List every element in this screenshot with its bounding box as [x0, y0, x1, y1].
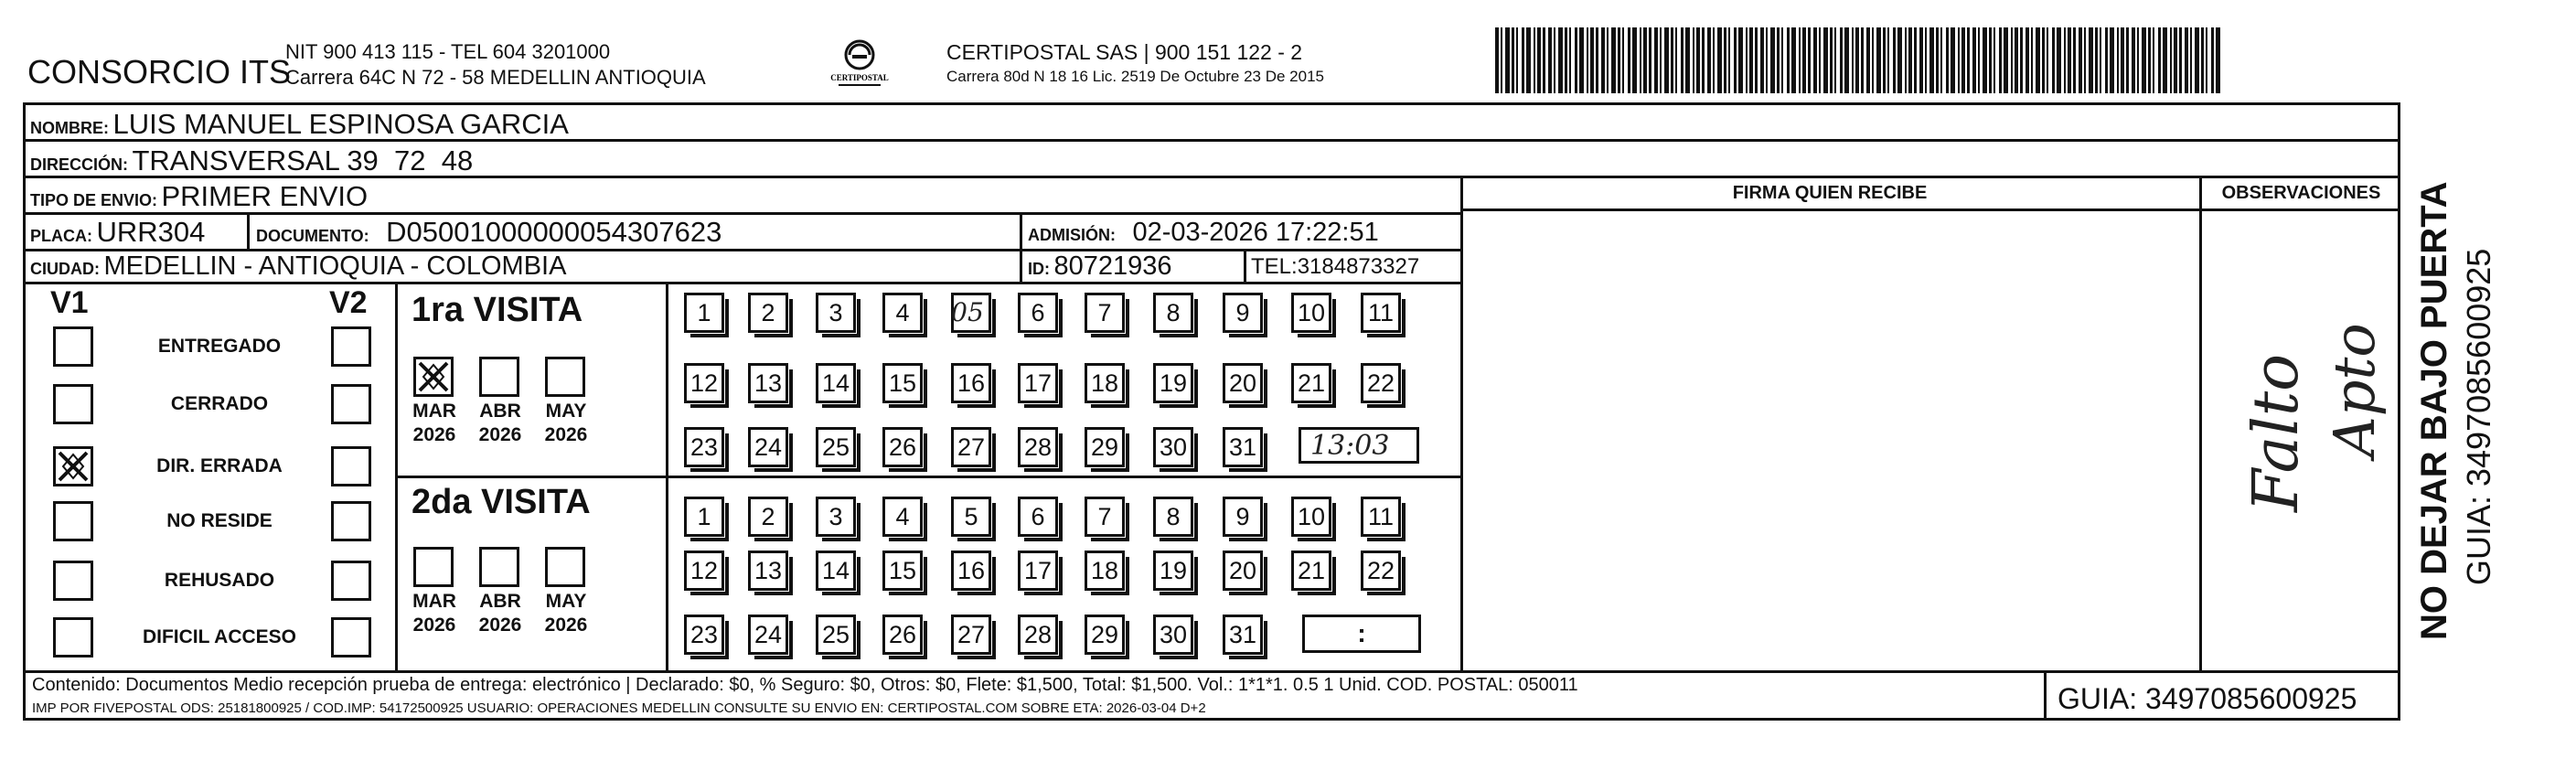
- year-label: 2026: [544, 615, 588, 636]
- v2-checkbox[interactable]: [331, 384, 371, 424]
- status-label: ENTREGADO: [157, 336, 282, 357]
- first-visit-day-21[interactable]: 21: [1291, 363, 1331, 403]
- barcode-bar: [1978, 27, 1980, 93]
- barcode-bar: [1989, 27, 1992, 93]
- status-label: REHUSADO: [164, 570, 275, 591]
- barcode-bar: [1766, 27, 1768, 93]
- first-visit-day-3[interactable]: 3: [816, 293, 856, 333]
- first-visit-month-checkbox[interactable]: [545, 357, 585, 397]
- first-visit-day-6[interactable]: 6: [1018, 293, 1058, 333]
- footer-imp: IMP POR FIVEPOSTAL ODS: 25181800925 / COD.IMP: 54172500925 USUARIO: OPERACIONES MEDELLIN CONSULTE SU ENVIO EN: CERTIPOSTAL.COM SOBRE ETA: 2026-03-04 D+2: [32, 700, 1206, 716]
- second-visit-day-7[interactable]: 7: [1085, 497, 1125, 537]
- barcode-bar: [1628, 27, 1630, 93]
- carrier-name: CERTIPOSTAL SAS | 900 151 122 - 2: [946, 40, 1303, 64]
- barcode-bar: [1852, 27, 1854, 93]
- status-label: NO RESIDE: [166, 510, 273, 531]
- year-label: 2026: [478, 424, 522, 445]
- barcode-bar: [2073, 27, 2076, 93]
- barcode-bar: [1607, 27, 1609, 93]
- barcode-bar: [1883, 27, 1886, 93]
- barcode-bar: [1622, 27, 1624, 93]
- first-visit-day-2[interactable]: 2: [748, 293, 788, 333]
- barcode-bar: [1951, 27, 1955, 93]
- status-label: DIR. ERRADA: [156, 455, 283, 476]
- v2-checkbox[interactable]: [331, 617, 371, 657]
- barcode-bar: [1675, 27, 1677, 93]
- second-visit-day-31[interactable]: 31: [1223, 615, 1263, 655]
- first-visit-day-19[interactable]: 19: [1153, 363, 1193, 403]
- barcode-bar: [1724, 27, 1726, 93]
- v2-checkbox[interactable]: [331, 561, 371, 601]
- id-label: ID:: [1028, 260, 1050, 278]
- guia-vertical: GUIA: 3497085600925: [2460, 248, 2497, 585]
- barcode-bar: [1961, 27, 1965, 93]
- certipostal-logo-icon: [828, 37, 892, 91]
- second-visit-day-3[interactable]: 3: [816, 497, 856, 537]
- barcode-bar: [1569, 27, 1571, 93]
- first-visit-day-23[interactable]: 23: [684, 427, 724, 467]
- barcode-bar: [1813, 27, 1817, 93]
- second-visit-day-30[interactable]: 30: [1153, 615, 1193, 655]
- first-visit-day-11[interactable]: 11: [1361, 293, 1401, 333]
- company-name: CONSORCIO ITS: [27, 53, 292, 91]
- x-mark-icon: [56, 449, 91, 484]
- barcode-bar: [2020, 27, 2023, 93]
- first-visit-day-9[interactable]: 9: [1223, 293, 1263, 333]
- first-visit-day-31[interactable]: 31: [1223, 427, 1263, 467]
- first-visit-day-16[interactable]: 16: [951, 363, 991, 403]
- first-visit-day-26[interactable]: 26: [882, 427, 923, 467]
- name-label: NOMBRE:: [30, 119, 109, 137]
- certipostal-logo: [828, 37, 892, 91]
- v1-header: V1: [50, 285, 89, 320]
- barcode-bar: [1897, 27, 1902, 93]
- barcode-bar: [1681, 27, 1683, 93]
- barcode-bar: [1936, 27, 1939, 93]
- barcode-bar: [1866, 27, 1870, 93]
- barcode-bar: [1534, 27, 1535, 93]
- city-label: CIUDAD:: [30, 260, 100, 278]
- barcode-bar: [2216, 27, 2220, 93]
- barcode-bar: [1579, 27, 1584, 93]
- barcode-bar: [1495, 27, 1499, 93]
- carrier-license: Carrera 80d N 18 16 Lic. 2519 De Octubre 23 De 2015: [946, 68, 1324, 85]
- month-label: MAY: [545, 591, 587, 612]
- barcode-bar: [2170, 27, 2172, 93]
- year-label: 2026: [412, 424, 456, 445]
- city: MEDELLIN - ANTIOQUIA - COLOMBIA: [103, 251, 567, 281]
- status-label: CERRADO: [170, 393, 269, 414]
- barcode-bar: [2153, 27, 2154, 93]
- tel-number: 3184873327: [1297, 254, 1420, 279]
- barcode-bar: [2174, 27, 2177, 93]
- barcode-bar: [2185, 27, 2188, 93]
- admission-label: ADMISIÓN:: [1028, 226, 1116, 244]
- first-visit-day-25[interactable]: 25: [816, 427, 856, 467]
- id-number: 80721936: [1053, 251, 1172, 281]
- barcode-bar: [1632, 27, 1637, 93]
- barcode-bar: [2137, 27, 2139, 93]
- barcode-bar: [2089, 27, 2093, 93]
- document: D05001000000054307623: [386, 216, 722, 248]
- plate-label: PLACA:: [30, 227, 92, 245]
- barcode-bar: [1618, 27, 1620, 93]
- barcode-bar: [2042, 27, 2045, 93]
- second-visit-day-10[interactable]: 10: [1291, 497, 1331, 537]
- barcode-bar: [1770, 27, 1775, 93]
- barcode-bar: [2132, 27, 2135, 93]
- barcode-bar: [2031, 27, 2033, 93]
- barcode-bar: [1872, 27, 1874, 93]
- first-visit-title: 1ra VISITA: [412, 291, 583, 329]
- first-visit-day-22[interactable]: 22: [1361, 363, 1401, 403]
- v1-checkbox[interactable]: [53, 561, 93, 601]
- v2-checkbox[interactable]: [331, 501, 371, 541]
- barcode-bar: [1972, 27, 1976, 93]
- first-visit-day-13[interactable]: 13: [748, 363, 788, 403]
- barcode-bar: [2126, 27, 2129, 93]
- v1-checkbox[interactable]: [53, 384, 93, 424]
- month-label: ABR: [479, 401, 521, 422]
- first-visit-day-20[interactable]: 20: [1223, 363, 1263, 403]
- barcode-bar: [2110, 27, 2114, 93]
- year-label: 2026: [478, 615, 522, 636]
- barcode-bar: [1654, 27, 1658, 93]
- barcode-bar: [1999, 27, 2002, 93]
- barcode-bar: [1643, 27, 1647, 93]
- first-visit-day-17[interactable]: 17: [1018, 363, 1058, 403]
- barcode-bar: [2068, 27, 2071, 93]
- barcode-bar: [1734, 27, 1737, 93]
- barcode-bar: [1855, 27, 1859, 93]
- barcode-bar: [2047, 27, 2048, 93]
- barcode-bar: [2117, 27, 2119, 93]
- second-visit-day-29[interactable]: 29: [1085, 615, 1125, 655]
- barcode-bar: [1755, 27, 1758, 93]
- second-visit-day-21[interactable]: 21: [1291, 551, 1331, 591]
- company-address: Carrera 64C N 72 - 58 MEDELLIN ANTIOQUIA: [285, 66, 706, 89]
- barcode-bar: [1925, 27, 1927, 93]
- barcode-bar: [1516, 27, 1518, 93]
- second-visit-day-9[interactable]: 9: [1223, 497, 1263, 537]
- admission: 02-03-2026 17:22:51: [1132, 218, 1379, 247]
- first-visit-day-1[interactable]: 1: [684, 293, 724, 333]
- recipient-address: TRANSVERSAL 39 72 48: [132, 144, 474, 176]
- barcode-bar: [1601, 27, 1605, 93]
- second-visit-day-18[interactable]: 18: [1085, 551, 1125, 591]
- send-type: PRIMER ENVIO: [161, 180, 369, 212]
- footer-guia: GUIA: 3497085600925: [2058, 682, 2357, 715]
- v1-checkbox[interactable]: [53, 326, 93, 367]
- first-visit-day-8[interactable]: 8: [1153, 293, 1193, 333]
- barcode-bar: [1861, 27, 1864, 93]
- barcode-bar: [1834, 27, 1836, 93]
- barcode-bar: [1558, 27, 1563, 93]
- barcode-bar: [1554, 27, 1555, 93]
- first-visit-day-5[interactable]: [951, 293, 991, 333]
- barcode-bar: [2142, 27, 2146, 93]
- month-label: MAR: [412, 401, 456, 422]
- plate: URR304: [96, 216, 206, 248]
- first-visit-day-24[interactable]: 24: [748, 427, 788, 467]
- second-visit-day-16[interactable]: 16: [951, 551, 991, 591]
- barcode-bar: [1590, 27, 1594, 93]
- barcode-bar: [1575, 27, 1577, 93]
- status-label: DIFICIL ACCESO: [142, 626, 296, 647]
- barcode-bar: [1908, 27, 1912, 93]
- second-visit-time-placeholder: :: [1357, 619, 1366, 647]
- barcode-bar: [1958, 27, 1960, 93]
- second-visit-day-17[interactable]: 17: [1018, 551, 1058, 591]
- barcode-bar: [1526, 27, 1531, 93]
- second-visit-day-23[interactable]: 23: [684, 615, 724, 655]
- observation-handwriting-2: Apto: [2321, 323, 2388, 457]
- month-label: ABR: [479, 591, 521, 612]
- first-visit-day-30[interactable]: 30: [1153, 427, 1193, 467]
- barcode-bar: [1565, 27, 1567, 93]
- first-visit-day-15[interactable]: 15: [882, 363, 923, 403]
- first-visit-day-28[interactable]: 28: [1018, 427, 1058, 467]
- second-visit-day-15[interactable]: 15: [882, 551, 923, 591]
- first-visit-month-checkbox[interactable]: [479, 357, 519, 397]
- barcode-bar: [1702, 27, 1705, 93]
- barcode-bar: [2211, 27, 2214, 93]
- barcode-bar: [2026, 27, 2029, 93]
- barcode-bar: [2201, 27, 2204, 93]
- document-label: DOCUMENTO:: [256, 227, 369, 245]
- barcode-bar: [1746, 27, 1748, 93]
- barcode-bar: [1693, 27, 1694, 93]
- first-visit-day-12[interactable]: 12: [684, 363, 724, 403]
- barcode-bar: [1893, 27, 1896, 93]
- first-visit-day-4[interactable]: 4: [882, 293, 923, 333]
- barcode-bar: [2064, 27, 2066, 93]
- barcode-bar: [1876, 27, 1881, 93]
- month-label: MAY: [545, 401, 587, 422]
- barcode-bar: [1840, 27, 1843, 93]
- barcode-bar: [1738, 27, 1743, 93]
- barcode-bar: [1664, 27, 1669, 93]
- barcode: [1495, 27, 2227, 93]
- first-visit-month-checkbox[interactable]: [413, 357, 454, 397]
- barcode-bar: [1596, 27, 1598, 93]
- barcode-bar: [1512, 27, 1514, 93]
- barcode-bar: [1749, 27, 1753, 93]
- barcode-bar: [1844, 27, 1849, 93]
- barcode-bar: [1587, 27, 1588, 93]
- barcode-bar: [1713, 27, 1715, 93]
- footer-content: Contenido: Documentos Medio recepción prueba de entrega: electrónico | Declarado: $0, % Seguro: $0, Otros: $0, Flete: $1,500, Total: $1,500. Vol.: 1*1*1. 0.5 1 Unid. COD. POSTAL: 050011: [32, 675, 1578, 695]
- barcode-bar: [2015, 27, 2018, 93]
- barcode-bar: [2105, 27, 2108, 93]
- observaciones-header: OBSERVACIONES: [2221, 183, 2381, 203]
- barcode-bar: [2052, 27, 2055, 93]
- barcode-bar: [1760, 27, 1764, 93]
- svg-text:CERTIPOSTAL: CERTIPOSTAL: [830, 73, 889, 82]
- x-mark-icon: [416, 359, 451, 394]
- second-visit-time-box[interactable]: [1302, 615, 1421, 653]
- recipient-name: LUIS MANUEL ESPINOSA GARCIA: [112, 108, 569, 140]
- barcode-bar: [1802, 27, 1806, 93]
- second-visit-day-2[interactable]: 2: [748, 497, 788, 537]
- second-visit-day-1[interactable]: 1: [684, 497, 724, 537]
- barcode-bar: [2084, 27, 2086, 93]
- second-visit-day-22[interactable]: 22: [1361, 551, 1401, 591]
- address-label: DIRECCIÓN:: [30, 155, 128, 174]
- barcode-bar: [1728, 27, 1730, 93]
- no-dejar-warning: NO DEJAR BAJO PUERTA: [2414, 181, 2454, 640]
- barcode-bar: [1537, 27, 1541, 93]
- barcode-bar: [1787, 27, 1790, 93]
- second-visit-day-28[interactable]: 28: [1018, 615, 1058, 655]
- v2-checkbox[interactable]: [331, 326, 371, 367]
- barcode-bar: [1799, 27, 1801, 93]
- v1-checkbox[interactable]: [53, 617, 93, 657]
- barcode-bar: [2100, 27, 2101, 93]
- barcode-bar: [2158, 27, 2161, 93]
- barcode-bar: [2004, 27, 2008, 93]
- barcode-bar: [1940, 27, 1942, 93]
- first-visit-day-10[interactable]: 10: [1291, 293, 1331, 333]
- barcode-bar: [2206, 27, 2207, 93]
- barcode-bar: [1717, 27, 1722, 93]
- second-visit-day-19[interactable]: 19: [1153, 551, 1193, 591]
- barcode-bar: [1501, 27, 1502, 93]
- v1-checkbox[interactable]: [53, 501, 93, 541]
- second-visit-day-26[interactable]: 26: [882, 615, 923, 655]
- first-visit-time: 13:03: [1310, 430, 1390, 462]
- barcode-bar: [1660, 27, 1662, 93]
- v2-checkbox[interactable]: [331, 446, 371, 486]
- v1-checkbox[interactable]: [53, 446, 93, 486]
- second-visit-day-24[interactable]: 24: [748, 615, 788, 655]
- year-label: 2026: [544, 424, 588, 445]
- barcode-bar: [1707, 27, 1711, 93]
- barcode-bar: [1696, 27, 1700, 93]
- month-label: MAR: [412, 591, 456, 612]
- first-visit-day-mark: 05: [951, 297, 984, 327]
- second-visit-title: 2da VISITA: [412, 483, 591, 521]
- barcode-bar: [2057, 27, 2061, 93]
- barcode-bar: [1781, 27, 1783, 93]
- barcode-bar: [2095, 27, 2098, 93]
- barcode-bar: [1671, 27, 1673, 93]
- second-visit-day-27[interactable]: 27: [951, 615, 991, 655]
- barcode-bar: [1640, 27, 1641, 93]
- v2-header: V2: [329, 285, 368, 320]
- send-type-label: TIPO DE ENVIO:: [30, 191, 158, 209]
- barcode-bar: [2148, 27, 2151, 93]
- barcode-bar: [1967, 27, 1970, 93]
- barcode-bar: [1777, 27, 1780, 93]
- barcode-bar: [1823, 27, 1828, 93]
- second-visit-day-11[interactable]: 11: [1361, 497, 1401, 537]
- first-visit-day-14[interactable]: 14: [816, 363, 856, 403]
- firma-header: FIRMA QUIEN RECIBE: [1732, 183, 1928, 203]
- barcode-bar: [1929, 27, 1934, 93]
- barcode-bar: [2195, 27, 2199, 93]
- barcode-bar: [1819, 27, 1821, 93]
- second-visit-day-25[interactable]: 25: [816, 615, 856, 655]
- barcode-bar: [2179, 27, 2182, 93]
- barcode-bar: [2036, 27, 2040, 93]
- barcode-bar: [1611, 27, 1616, 93]
- second-visit-day-6[interactable]: 6: [1018, 497, 1058, 537]
- barcode-bar: [2079, 27, 2082, 93]
- barcode-bar: [2121, 27, 2124, 93]
- company-nit: NIT 900 413 115 - TEL 604 3201000: [285, 40, 611, 63]
- second-visit-month-checkbox[interactable]: [545, 547, 585, 587]
- barcode-bar: [2011, 27, 2013, 93]
- second-visit-day-13[interactable]: 13: [748, 551, 788, 591]
- barcode-bar: [1791, 27, 1796, 93]
- barcode-bar: [2163, 27, 2167, 93]
- barcode-bar: [1946, 27, 1949, 93]
- first-visit-day-29[interactable]: 29: [1085, 427, 1125, 467]
- second-visit-day-14[interactable]: 14: [816, 551, 856, 591]
- second-visit-day-5[interactable]: 5: [951, 497, 991, 537]
- barcode-bar: [1983, 27, 1987, 93]
- first-visit-day-7[interactable]: 7: [1085, 293, 1125, 333]
- second-visit-month-checkbox[interactable]: [413, 547, 454, 587]
- second-visit-day-4[interactable]: 4: [882, 497, 923, 537]
- barcode-bar: [1522, 27, 1524, 93]
- barcode-bar: [1993, 27, 1995, 93]
- barcode-bar: [1808, 27, 1811, 93]
- second-visit-day-8[interactable]: 8: [1153, 497, 1193, 537]
- second-visit-day-20[interactable]: 20: [1223, 551, 1263, 591]
- barcode-bar: [1685, 27, 1690, 93]
- barcode-bar: [1919, 27, 1923, 93]
- observation-handwriting-1: Falto: [2240, 353, 2313, 512]
- first-visit-day-18[interactable]: 18: [1085, 363, 1125, 403]
- barcode-bar: [1505, 27, 1510, 93]
- barcode-bar: [1887, 27, 1889, 93]
- year-label: 2026: [412, 615, 456, 636]
- tel-label: TEL:: [1251, 254, 1298, 279]
- first-visit-time-box[interactable]: [1299, 427, 1419, 464]
- second-visit-day-12[interactable]: 12: [684, 551, 724, 591]
- second-visit-month-checkbox[interactable]: [479, 547, 519, 587]
- barcode-bar: [1905, 27, 1907, 93]
- barcode-bar: [1649, 27, 1651, 93]
- barcode-bar: [1830, 27, 1833, 93]
- first-visit-day-27[interactable]: 27: [951, 427, 991, 467]
- barcode-bar: [1914, 27, 1917, 93]
- barcode-bar: [1543, 27, 1545, 93]
- barcode-bar: [2190, 27, 2192, 93]
- barcode-bar: [1548, 27, 1552, 93]
